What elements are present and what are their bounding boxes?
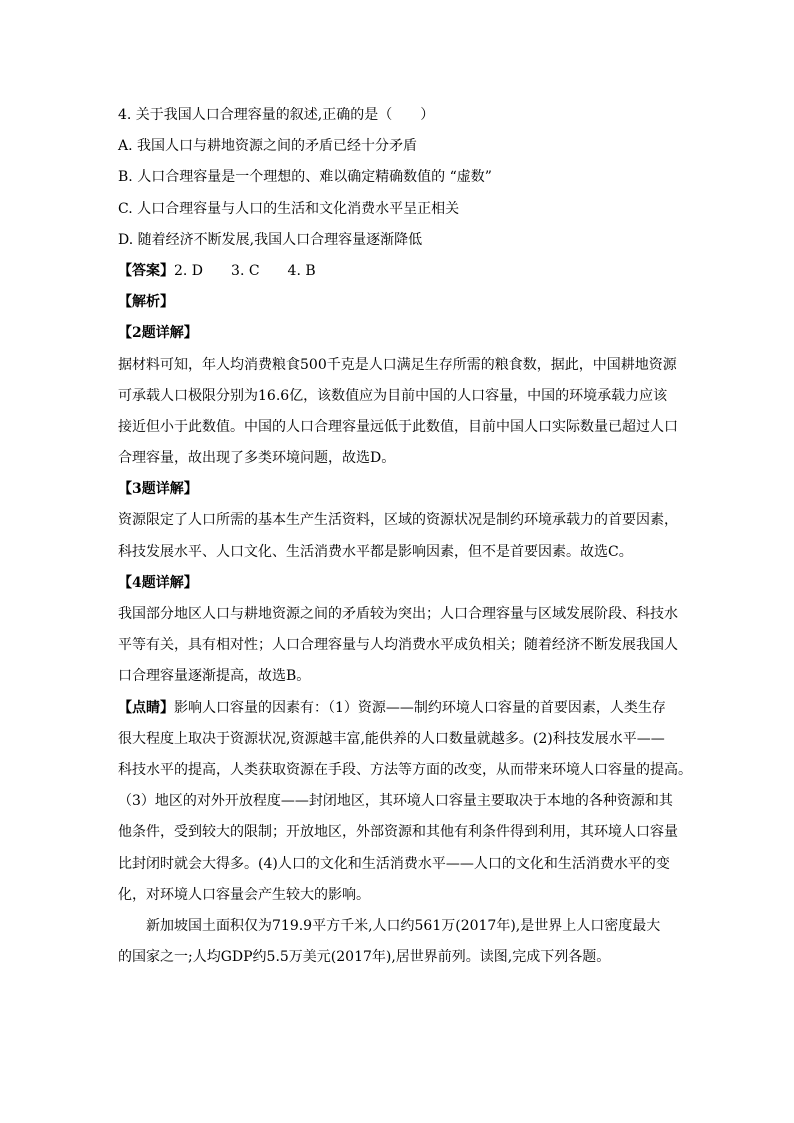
answer-value: 2. D 3. C 4. B	[174, 262, 316, 279]
tip-text-line: 化，对环境人口容量会产生较大的影响。	[118, 886, 370, 903]
q4-text-line: 口合理容量逐渐提高，故选B。	[118, 668, 311, 685]
answer-line	[118, 256, 678, 287]
question-4-stem: 4. 关于我国人口合理容量的叙述,正确的是（ ）	[118, 107, 435, 123]
q2-text-line: 合理容量，故出现了多类环境问题，故选D。	[118, 450, 396, 467]
q2-text-line: 据材料可知，年人均消费粮食500千克是人口满足生存所需的粮食数，据此，中国耕地资源	[118, 356, 677, 373]
tip-text-line: 比封闭时就会大得多。(4)人口的文化和生活消费水平——人口的文化和生活消费水平的变	[118, 855, 670, 872]
tip-first-text: 影响人口容量的因素有：（1）资源——制约环境人口容量的首要因素，人类生存	[174, 699, 666, 716]
tip-first-line	[118, 693, 678, 724]
q2-text-line: 可承载人口极限分别为16.6亿，该数值应为目前中国的人口容量，中国的环境承载力应该	[118, 387, 668, 404]
q4-text-line: 平等有关，具有相对性；人口合理容量与人均消费水平成负相关；随着经济不断发展我国人	[118, 637, 678, 654]
tip-text-line: 科技水平的提高，人类获取资源在手段、方法等方面的改变，从而带来环境人口容量的提高。	[118, 761, 692, 778]
q2-heading: 【2题详解】	[118, 325, 198, 342]
question-4-option-d: D. 随着经济不断发展,我国人口合理容量逐渐降低	[118, 231, 423, 248]
tip-text-line: 他条件，受到较大的限制；开放地区，外部资源和其他有利条件得到利用，其环境人口容量	[118, 824, 678, 841]
document-page	[118, 100, 692, 973]
question-4-option-a: A. 我国人口与耕地资源之间的矛盾已经十分矛盾	[118, 138, 418, 155]
intro-text-line: 的国家之一;人均GDP约5.5万美元(2017年),居世界前列。读图,完成下列各题。	[118, 949, 611, 966]
answer-label: 【答案】	[118, 262, 174, 279]
q3-text-line: 资源限定了人口所需的基本生产生活资料，区域的资源状况是制约环境承载力的首要因素，	[118, 512, 678, 529]
q4-heading: 【4题详解】	[118, 574, 198, 591]
tip-label: 【点睛】	[118, 699, 174, 716]
q3-text-line: 科技发展水平、人口文化、生活消费水平都是影响因素，但不是首要因素。故选C。	[118, 543, 633, 560]
question-4-option-c: C. 人口合理容量与人口的生活和文化消费水平呈正相关	[118, 200, 460, 217]
tip-text-line: 很大程度上取决于资源状况,资源越丰富,能供养的人口数量就越多。(2)科技发展水平——	[118, 730, 665, 747]
intro-text-line: 新加坡国土面积仅为719.9平方千米,人口约561万(2017年),是世界上人口密度最大	[146, 917, 661, 934]
question-4-option-b: B. 人口合理容量是一个理想的、难以确定精确数值的 “虚数”	[118, 169, 492, 186]
tip-text-line: （3）地区的对外开放程度——封闭地区，其环境人口容量主要取决于本地的各种资源和其	[118, 793, 673, 810]
q4-text-line: 我国部分地区人口与耕地资源之间的矛盾较为突出；人口合理容量与区域发展阶段、科技水	[118, 606, 678, 622]
q2-text-line: 接近但小于此数值。中国的人口合理容量远低于此数值，目前中国人口实际数量已超过人口	[118, 418, 678, 435]
analysis-label: 【解析】	[118, 294, 174, 311]
q3-heading: 【3题详解】	[118, 481, 198, 498]
